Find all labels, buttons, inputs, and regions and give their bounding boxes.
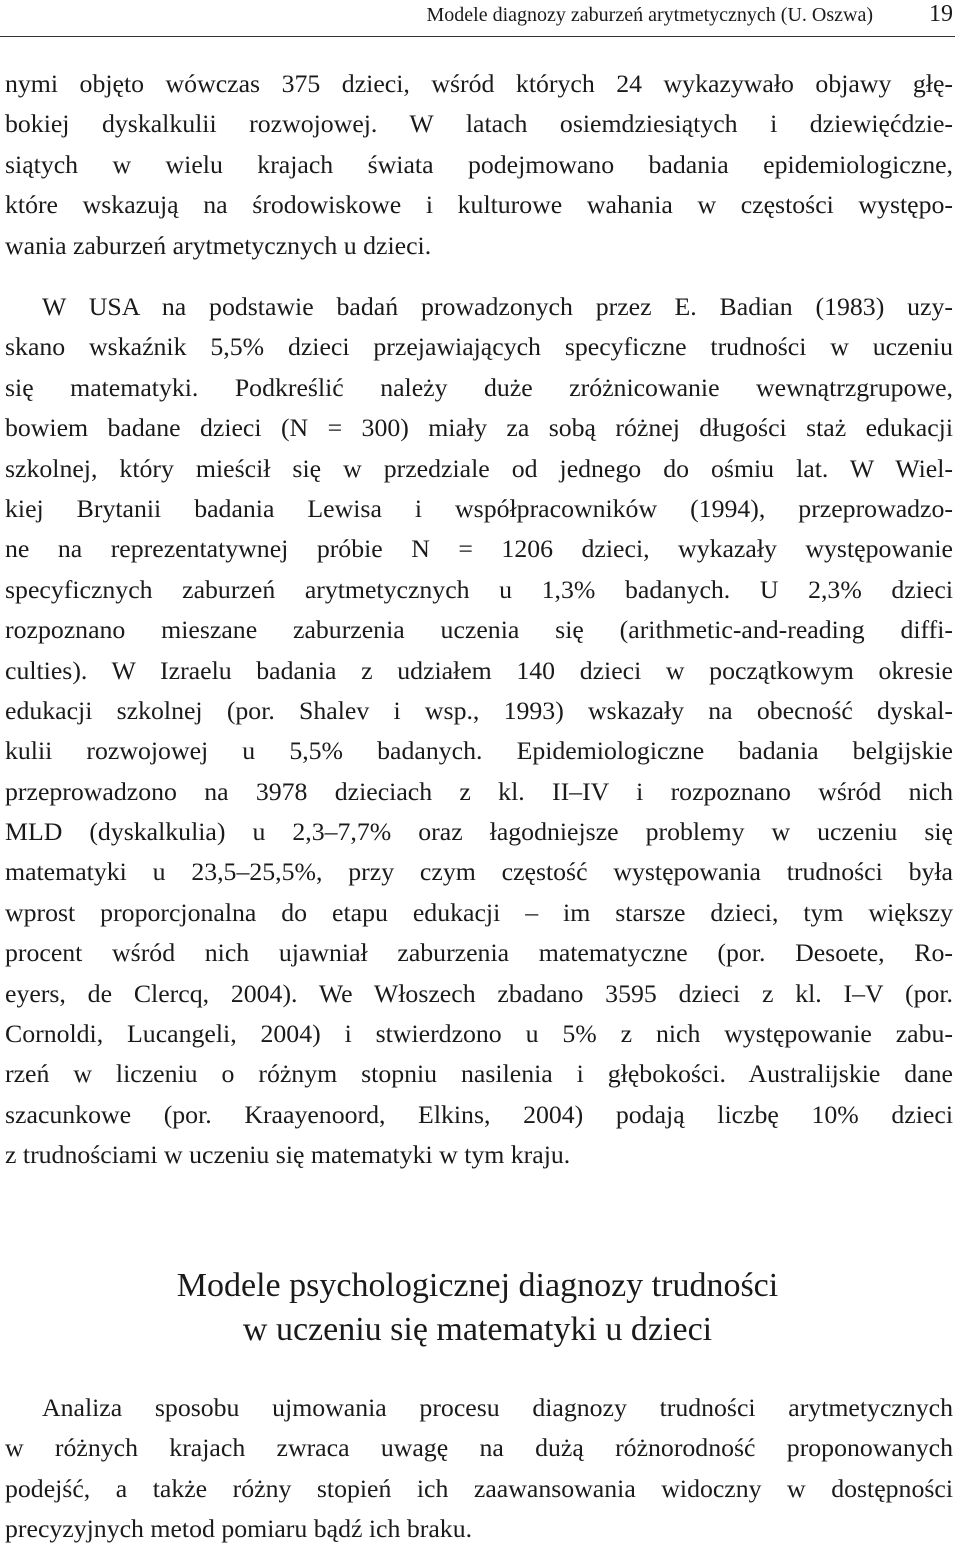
text-line: Cornoldi, Lucangeli, 2004) i stwierdzono u 5% z nich występowanie zabu- xyxy=(5,1019,953,1049)
running-title: Modele diagnozy zaburzeń arytmetycznych (U. Oszwa) xyxy=(426,4,873,26)
text-line: eyers, de Clercq, 2004). We Włoszech zbadano 3595 dzieci z kl. I–V (por. xyxy=(5,978,953,1008)
text-line: precyzyjnych metod pomiaru bądź ich braku. xyxy=(5,1514,473,1544)
text-line: skano wskaźnik 5,5% dzieci przejawiających specyficzne trudności w uczeniu xyxy=(5,332,953,362)
text-line: kulii rozwojowej u 5,5% badanych. Epidemiologiczne badania belgijskie xyxy=(5,736,953,766)
text-line: podejść, a także różny stopień ich zaawansowania widoczny w dostępności xyxy=(5,1473,953,1503)
section-heading-line-1: Modele psychologicznej diagnozy trudności xyxy=(176,1267,779,1304)
text-line: ne na reprezentatywnej próbie N = 1206 dzieci, wykazały występowanie xyxy=(5,534,953,564)
paragraph-2 xyxy=(5,287,953,1176)
text-line: szacunkowe (por. Kraayenoord, Elkins, 2004) podają liczbę 10% dzieci xyxy=(5,1099,953,1129)
text-line: W USA na podstawie badań prowadzonych przez E. Badian (1983) uzy- xyxy=(42,292,953,321)
text-line: przeprowadzono na 3978 dzieciach z kl. II–IV i rozpoznano wśród nich xyxy=(5,776,953,806)
text-line: rozpoznano mieszane zaburzenia uczenia się (arithmetic-and-reading diffi- xyxy=(5,615,953,645)
text-line: procent wśród nich ujawniał zaburzenia matematyczne (por. Desoete, Ro- xyxy=(5,938,953,968)
paragraph-3 xyxy=(5,1388,953,1550)
page-number: 19 xyxy=(929,1,953,27)
text-line: rzeń w liczeniu o różnym stopniu nasilenia i głębokości. Australijskie dane xyxy=(5,1059,953,1089)
text-line: MLD (dyskalkulia) u 2,3–7,7% oraz łagodniejsze problemy w uczeniu się xyxy=(5,817,953,847)
text-line: kiej Brytanii badania Lewisa i współpracowników (1994), przeprowadzo- xyxy=(5,493,953,523)
text-line: edukacji szkolnej (por. Shalev i wsp., 1993) wskazały na obecność dyskal- xyxy=(5,695,953,725)
text-line: bowiem badane dzieci (N = 300) miały za sobą różnej długości staż edukacji xyxy=(5,413,953,443)
section-heading xyxy=(0,1264,955,1352)
text-line: wprost proporcjonalna do etapu edukacji – im starsze dzieci, tym większy xyxy=(5,897,953,927)
text-line: się matematyki. Podkreślić należy duże zróżnicowanie wewnątrzgrupowe, xyxy=(5,372,953,402)
text-line: w różnych krajach zwraca uwagę na dużą różnorodność proponowanych xyxy=(5,1433,953,1463)
text-line: nymi objęto wówczas 375 dzieci, wśród których 24 wykazywało objawy głę- xyxy=(5,69,953,98)
text-line: z trudnościami w uczeniu się matematyki w tym kraju. xyxy=(5,1140,571,1170)
text-line: Analiza sposobu ujmowania procesu diagnozy trudności arytmetycznych xyxy=(42,1393,953,1422)
text-line: siątych w wielu krajach świata podejmowano badania epidemiologiczne, xyxy=(5,149,953,179)
text-line: specyficznych zaburzeń arytmetycznych u 1,3% badanych. U 2,3% dzieci xyxy=(5,574,953,604)
text-line: bokiej dyskalkulii rozwojowej. W latach osiemdziesiątych i dziewięćdzie- xyxy=(5,109,953,139)
paragraph-1 xyxy=(5,64,953,266)
text-line: culties). W Izraelu badania z udziałem 140 dzieci w początkowym okresie xyxy=(5,655,953,685)
text-line: które wskazują na środowiskowe i kulturowe wahania w częstości występo- xyxy=(5,190,953,220)
text-line: wania zaburzeń arytmetycznych u dzieci. xyxy=(5,230,432,260)
text-line: matematyki u 23,5–25,5%, przy czym częstość występowania trudności była xyxy=(5,857,953,887)
text-line: szkolnej, który mieścił się w przedziale od jednego do ośmiu lat. W Wiel- xyxy=(5,453,953,483)
section-heading-line-2: w uczeniu się matematyki u dzieci xyxy=(242,1311,713,1348)
running-header xyxy=(0,0,955,37)
